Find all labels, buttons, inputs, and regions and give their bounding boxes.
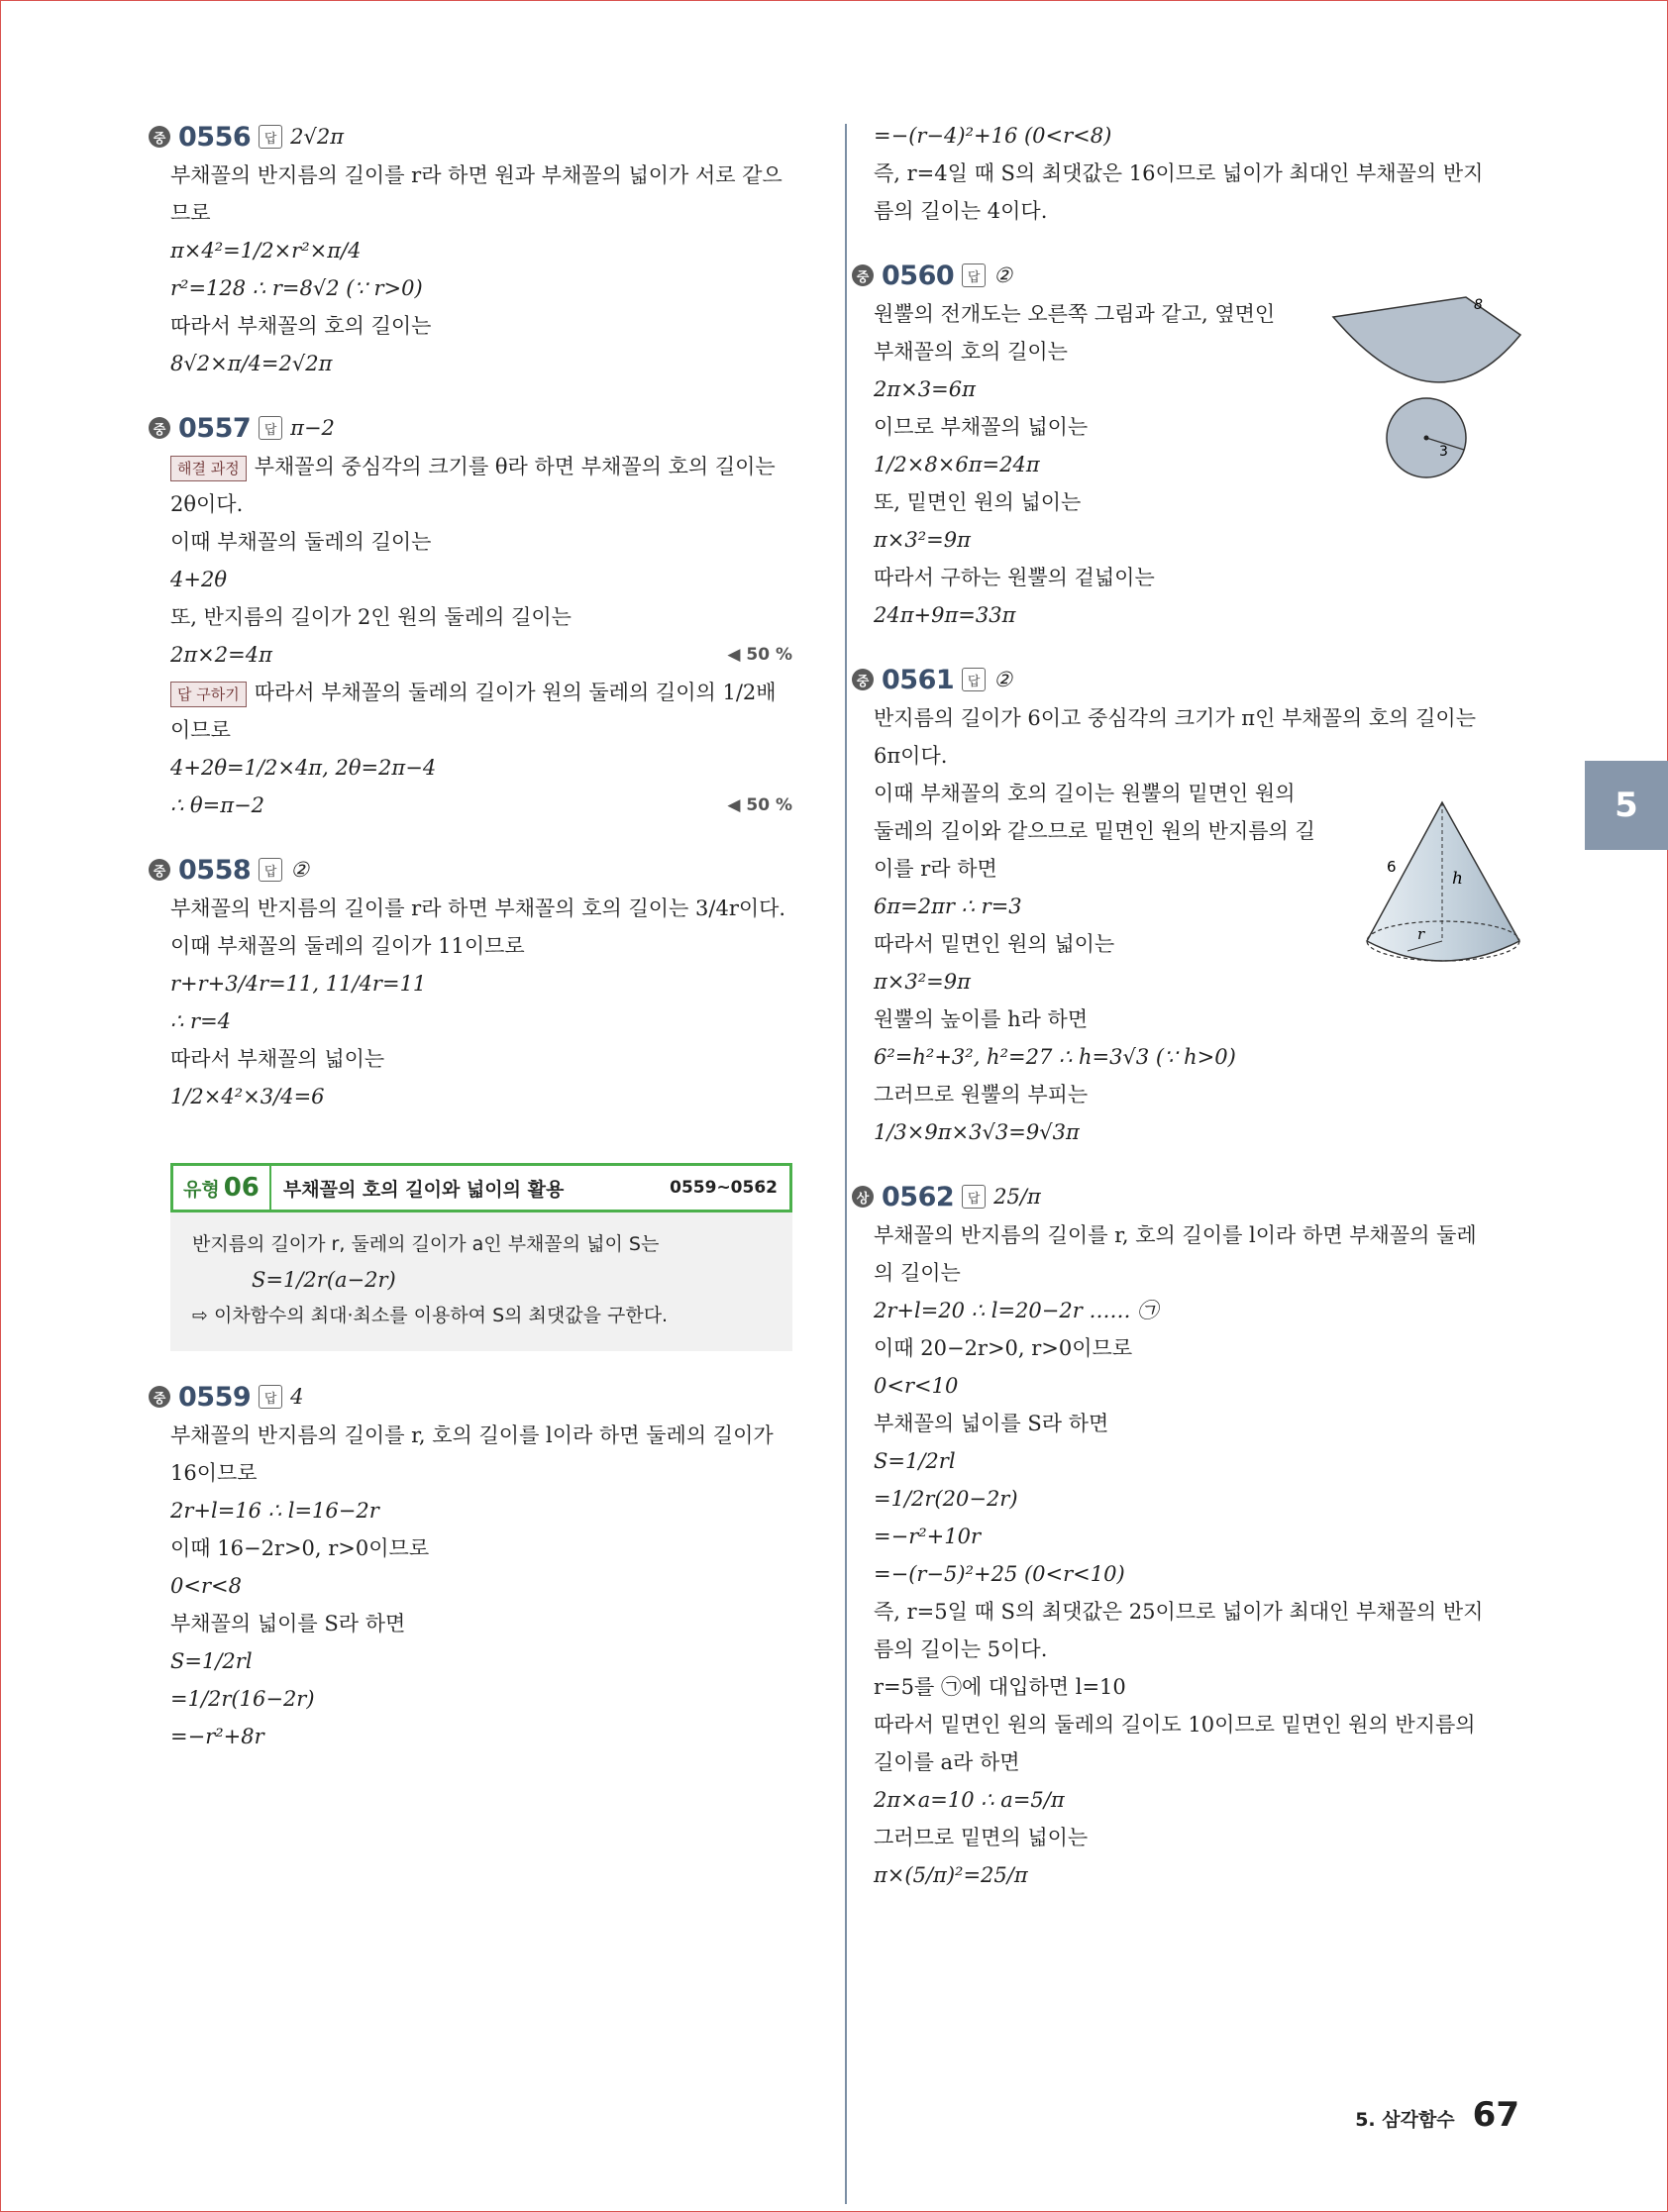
solution-text: 의 길이는	[874, 1261, 961, 1285]
solution-line	[149, 1567, 792, 1605]
solution-line	[852, 1631, 1496, 1668]
solution-line	[852, 737, 1496, 775]
solution-text: S=1/2rl	[170, 1649, 253, 1673]
left-column	[149, 117, 792, 1781]
difficulty-badge: 중	[149, 859, 170, 881]
solution-line	[852, 1480, 1496, 1518]
solution-text: ∴ θ=π−2	[170, 793, 265, 817]
solution-line	[149, 1642, 792, 1680]
solution-text: 이때 부채꼴의 둘레의 길이는	[170, 530, 432, 554]
answer-value: ②	[993, 668, 1012, 691]
solution-text: 2r+l=16 ∴ l=16−2r	[170, 1499, 379, 1523]
problem-header	[852, 1177, 1496, 1216]
solution-line	[852, 1216, 1496, 1254]
solution-line	[852, 1593, 1496, 1631]
solution-text: 이때 20−2r>0, r>0이므로	[874, 1336, 1133, 1360]
problem-type-box	[170, 1163, 792, 1351]
solution-text: ∴ r=4	[170, 1009, 232, 1033]
solution-text: =−r²+10r	[874, 1525, 982, 1548]
solution-line	[149, 965, 792, 1002]
solution-text: 6²=h²+3², h²=27 ∴ h=3√3 (∵ h>0)	[874, 1045, 1236, 1069]
solution-line	[852, 192, 1496, 230]
answer-value: 2√2π	[290, 125, 345, 149]
solution-text: r²=128 ∴ r=8√2 (∵ r>0)	[170, 276, 423, 300]
solution-text: 따라서 밑면인 원의 넓이는	[874, 932, 1115, 956]
solution-line	[852, 1254, 1496, 1292]
net-radius-label: 3	[1439, 444, 1448, 460]
step-tag: 해결 과정	[170, 456, 247, 481]
problem-0562	[852, 1177, 1496, 1894]
solution-line	[852, 699, 1496, 737]
solution-line	[149, 1078, 792, 1115]
solution-line	[149, 269, 792, 307]
net-center-dot	[1424, 436, 1429, 441]
solution-text: 2r+l=20 ∴ l=20−2r …… ㉠	[874, 1299, 1159, 1322]
solution-line	[149, 232, 792, 269]
solution-text: 즉, r=5일 때 S의 최댓값은 25이므로 넓이가 최대인 부채꼴의 반지	[874, 1600, 1484, 1624]
answer-tag-icon: 답	[962, 668, 986, 691]
solution-line	[852, 1706, 1496, 1743]
solution-line	[149, 598, 792, 636]
solution-line	[149, 749, 792, 787]
step-tag: 답 구하기	[170, 682, 247, 707]
solution-text: =1/2r(16−2r)	[170, 1687, 315, 1711]
solution-text: 0<r<10	[874, 1374, 959, 1398]
solution-line	[852, 1856, 1496, 1894]
column-divider	[845, 124, 847, 2204]
solution-text: r+r+3/4r=11, 11/4r=11	[170, 972, 427, 996]
solution-line	[852, 483, 1496, 521]
answer-tag-icon: 답	[962, 1185, 986, 1209]
difficulty-badge: 중	[852, 264, 874, 286]
difficulty-badge: 중	[149, 126, 170, 148]
solution-line	[149, 561, 792, 598]
problem-number: 0556	[178, 121, 252, 153]
problem-number: 0560	[882, 260, 955, 291]
problem-number: 0559	[178, 1381, 252, 1413]
answer-value: ②	[290, 858, 309, 882]
solution-line	[852, 1113, 1496, 1151]
solution-text: 1/2×8×6π=24π	[874, 453, 1040, 476]
solution-line	[149, 927, 792, 965]
solution-line	[149, 523, 792, 561]
solution-line	[852, 1743, 1496, 1781]
solution-text: 2π×2=4π	[170, 643, 272, 667]
problem-header	[852, 660, 1496, 699]
solution-text: 부채꼴의 반지름의 길이를 r라 하면 원과 부채꼴의 넓이가 서로 같으	[170, 163, 782, 187]
solution-text: 반지름의 길이가 6이고 중심각의 크기가 π인 부채꼴의 호의 길이는	[874, 706, 1476, 730]
score-percent: ◀ 50 %	[727, 645, 792, 665]
solution-text: 둘레의 길이와 같으므로 밑면인 원의 반지름의 길	[874, 819, 1315, 843]
solution-line	[149, 636, 792, 674]
solution-text: =−r²+8r	[170, 1725, 264, 1748]
solution-text: 부채꼴의 반지름의 길이를 r, 호의 길이를 l이라 하면 둘레의 길이가	[170, 1423, 774, 1447]
chapter-side-tab: 5	[1585, 761, 1668, 850]
solution-line	[149, 1492, 792, 1529]
solution-text: =−(r−4)²+16 (0<r<8)	[874, 124, 1112, 148]
solution-line	[149, 1454, 792, 1492]
solution-text: 이때 16−2r>0, r>0이므로	[170, 1536, 430, 1560]
footer-chapter: 5. 삼각함수	[1355, 2109, 1455, 2131]
problem-number: 0558	[178, 854, 252, 886]
solution-line	[852, 1292, 1496, 1329]
solution-text: 이므로 부채꼴의 넓이는	[874, 415, 1089, 439]
solution-text: 즉, r=4일 때 S의 최댓값은 16이므로 넓이가 최대인 부채꼴의 반지	[874, 161, 1484, 185]
answer-value: π−2	[290, 416, 335, 440]
solution-text: 부채꼴의 반지름의 길이를 r라 하면 부채꼴의 호의 길이는 3/4r이다.	[170, 896, 786, 920]
solution-text: =−(r−5)²+25 (0<r<10)	[874, 1562, 1125, 1586]
solution-line	[852, 1781, 1496, 1819]
solution-line	[149, 307, 792, 345]
answer-tag-icon: 답	[259, 1385, 282, 1409]
problem-header	[149, 850, 792, 890]
type-description: 반지름의 길이가 r, 둘레의 길이가 a인 부채꼴의 넓이 S는	[192, 1233, 660, 1255]
solution-line	[149, 1718, 792, 1755]
solution-line	[149, 194, 792, 232]
difficulty-badge: 중	[149, 417, 170, 439]
solution-text: 또, 밑면인 원의 넓이는	[874, 490, 1082, 514]
solution-text: 원뿔의 높이를 h라 하면	[874, 1007, 1089, 1031]
solution-text: 름의 길이는 4이다.	[874, 199, 1048, 223]
solution-text: 이를 r라 하면	[874, 857, 997, 881]
solution-text: 부채꼴의 중심각의 크기를 θ라 하면 부채꼴의 호의 길이는	[254, 455, 776, 478]
type-formula: S=1/2r(a−2r)	[252, 1268, 396, 1292]
solution-text: 이때 부채꼴의 호의 길이는 원뿔의 밑면인 원의	[874, 782, 1296, 805]
type-range: 0559~0562	[670, 1178, 778, 1198]
solution-text: 24π+9π=33π	[874, 603, 1016, 627]
solution-line	[852, 559, 1496, 596]
solution-line	[149, 1529, 792, 1567]
solution-text: 따라서 부채꼴의 넓이는	[170, 1047, 385, 1071]
solution-text: r=5를 ㉠에 대입하면 l=10	[874, 1675, 1126, 1699]
problem-header	[149, 408, 792, 448]
difficulty-badge: 상	[852, 1186, 874, 1208]
cone-figure	[1363, 792, 1531, 971]
solution-text: 원뿔의 전개도는 오른쪽 그림과 같고, 옆면인	[874, 302, 1276, 326]
solution-line	[149, 787, 792, 824]
cone-body	[1367, 802, 1519, 961]
solution-line	[852, 1038, 1496, 1076]
spacer	[149, 1351, 792, 1377]
type-label	[173, 1166, 271, 1210]
solution-text: π×(5/π)²=25/π	[874, 1863, 1028, 1887]
type-title: 부채꼴의 호의 길이와 넓이의 활용	[282, 1178, 565, 1201]
solution-line	[852, 596, 1496, 634]
answer-tag-icon: 답	[259, 125, 282, 149]
solution-text: 또, 반지름의 길이가 2인 원의 둘레의 길이는	[170, 605, 572, 629]
solution-text: 2θ이다.	[170, 492, 244, 516]
solution-line	[149, 1680, 792, 1718]
solution-line	[852, 521, 1496, 559]
problem-header	[149, 117, 792, 157]
solution-line	[852, 1329, 1496, 1367]
problem-number: 0557	[178, 412, 252, 444]
type-body	[170, 1212, 792, 1351]
solution-text: 6π이다.	[874, 744, 948, 768]
solution-text: π×3²=9π	[874, 970, 971, 994]
solution-line	[149, 1605, 792, 1642]
solution-line	[149, 890, 792, 927]
solution-text: 길이를 a라 하면	[874, 1750, 1020, 1774]
solution-text: 그러므로 원뿔의 부피는	[874, 1083, 1089, 1106]
problem-number: 0561	[882, 664, 955, 695]
solution-text: 므로	[170, 201, 211, 225]
solution-line	[852, 1555, 1496, 1593]
answer-tag-icon: 답	[259, 416, 282, 440]
solution-line	[149, 157, 792, 194]
difficulty-badge: 중	[149, 1386, 170, 1408]
solution-text: 부채꼴의 넓이를 S라 하면	[170, 1612, 406, 1635]
solution-line	[149, 674, 792, 711]
page-footer	[1355, 2095, 1519, 2135]
solution-text: 이므로	[170, 718, 231, 742]
type-number: 06	[223, 1173, 260, 1203]
solution-text: S=1/2rl	[874, 1449, 956, 1473]
problem-0559	[149, 1377, 792, 1755]
solution-text: =1/2r(20−2r)	[874, 1487, 1018, 1511]
cone-height-label: h	[1452, 869, 1463, 889]
solution-text: 부채꼴의 넓이를 S라 하면	[874, 1412, 1109, 1435]
solution-line	[149, 345, 792, 382]
solution-line	[852, 117, 1496, 155]
net-lateral-sector	[1333, 297, 1520, 382]
solution-line	[149, 1417, 792, 1454]
solution-line	[149, 1040, 792, 1078]
answer-value: 4	[290, 1385, 304, 1409]
solution-text: 8√2×π/4=2√2π	[170, 352, 333, 375]
solution-text: 따라서 부채꼴의 둘레의 길이가 원의 둘레의 길이의 1/2배	[254, 681, 777, 704]
solution-text: π×3²=9π	[874, 528, 971, 552]
solution-text: 6π=2πr ∴ r=3	[874, 895, 1022, 918]
solution-line	[852, 1442, 1496, 1480]
solution-text: 1/2×4²×3/4=6	[170, 1085, 325, 1108]
solution-text: 따라서 구하는 원뿔의 겉넓이는	[874, 566, 1155, 589]
cone-net-figure	[1327, 289, 1525, 487]
solution-line	[852, 1668, 1496, 1706]
problem-0558	[149, 850, 792, 1115]
score-percent: ◀ 50 %	[727, 795, 792, 815]
type-label-text: 유형	[183, 1178, 220, 1201]
solution-line	[852, 1518, 1496, 1555]
solution-text: 4+2θ=1/2×4π, 2θ=2π−4	[170, 756, 437, 780]
solution-text: 름의 길이는 5이다.	[874, 1637, 1048, 1661]
solution-text: 따라서 부채꼴의 호의 길이는	[170, 314, 432, 338]
solution-line	[149, 485, 792, 523]
solution-line	[852, 1367, 1496, 1405]
problem-0556	[149, 117, 792, 382]
answer-value: ②	[993, 263, 1012, 287]
solution-text: 16이므로	[170, 1461, 258, 1485]
problem-continuation	[852, 117, 1496, 230]
solution-line	[852, 1819, 1496, 1856]
solution-text: 부채꼴의 반지름의 길이를 r, 호의 길이를 l이라 하면 부채꼴의 둘레	[874, 1223, 1477, 1247]
difficulty-badge: 중	[852, 669, 874, 690]
solution-text: 따라서 밑면인 원의 둘레의 길이도 10이므로 밑면인 원의 반지름의	[874, 1713, 1476, 1737]
page-number: 67	[1472, 2095, 1519, 2135]
solution-text: 0<r<8	[170, 1574, 242, 1598]
solution-line	[852, 1405, 1496, 1442]
solution-text: 이때 부채꼴의 둘레의 길이가 11이므로	[170, 934, 525, 958]
problem-header	[149, 1377, 792, 1417]
answer-value: 25/π	[993, 1185, 1041, 1209]
type-hint: ⇨ 이차함수의 최대·최소를 이용하여 S의 최댓값을 구한다.	[192, 1305, 669, 1326]
solution-line	[852, 155, 1496, 192]
answer-tag-icon: 답	[259, 858, 282, 882]
solution-text: 4+2θ	[170, 568, 227, 591]
cone-radius-label: r	[1417, 925, 1425, 943]
problem-number: 0562	[882, 1181, 955, 1212]
solution-text: π×4²=1/2×r²×π/4	[170, 239, 362, 263]
solution-line	[852, 1076, 1496, 1113]
solution-line	[852, 1001, 1496, 1038]
solution-line	[149, 448, 792, 485]
answer-tag-icon: 답	[962, 263, 986, 287]
solution-text: 1/3×9π×3√3=9√3π	[874, 1120, 1080, 1144]
cone-slant-label: 6	[1387, 858, 1397, 876]
solution-line	[149, 1002, 792, 1040]
solution-text: 부채꼴의 호의 길이는	[874, 340, 1068, 364]
problem-0557	[149, 408, 792, 824]
solution-line	[149, 711, 792, 749]
solution-text: 그러므로 밑면의 넓이는	[874, 1826, 1089, 1849]
net-slant-label: 8	[1474, 297, 1483, 313]
type-header	[170, 1163, 792, 1212]
solution-text: 2π×3=6π	[874, 377, 976, 401]
solution-text: 2π×a=10 ∴ a=5/π	[874, 1788, 1065, 1812]
